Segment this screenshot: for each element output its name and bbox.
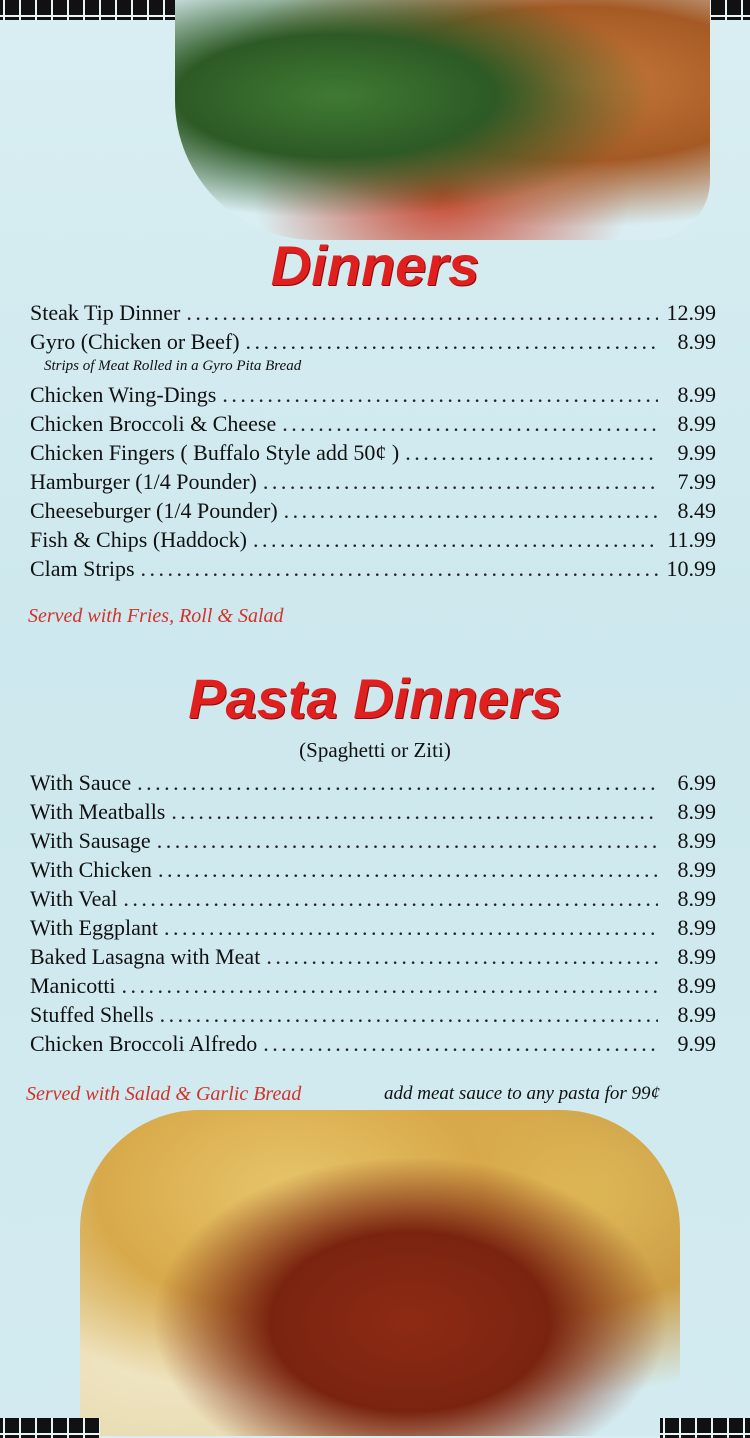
menu-item-name: With Veal: [30, 886, 118, 911]
menu-item-row: [30, 973, 716, 1002]
menu-item-name: Chicken Fingers ( Buffalo Style add 50¢ ): [30, 440, 400, 465]
dot-leader: [246, 329, 658, 355]
dot-leader: [160, 1002, 658, 1028]
menu-item-row: [30, 498, 716, 527]
dot-leader: [141, 556, 658, 582]
menu-item-price: 10.99: [666, 556, 716, 581]
menu-item-price: 8.99: [677, 1002, 716, 1027]
dot-leader: [222, 382, 658, 408]
dot-leader: [266, 944, 658, 970]
menu-item-price: 8.99: [677, 828, 716, 853]
item-description: Strips of Meat Rolled in a Gyro Pita Bread: [44, 358, 302, 374]
menu-item-name: With Sauce: [30, 770, 132, 795]
menu-item-price: 11.99: [667, 527, 716, 552]
menu-item-price: 6.99: [677, 770, 716, 795]
salad-gyro-photo: [175, 0, 710, 240]
dot-leader: [253, 527, 658, 553]
menu-item-row: [30, 799, 716, 828]
dot-leader: [157, 828, 658, 854]
dot-leader: [186, 300, 658, 326]
menu-item-row: [30, 944, 716, 973]
dot-leader: [164, 915, 658, 941]
menu-item-name: Stuffed Shells: [30, 1002, 154, 1027]
menu-item-price: 9.99: [677, 440, 716, 465]
menu-item-row: [30, 886, 716, 915]
menu-item-price: 8.99: [677, 382, 716, 407]
menu-item-row: [30, 411, 716, 440]
meat-sauce-note: add meat sauce to any pasta for 99¢: [384, 1083, 661, 1104]
pasta-subtitle: (Spaghetti or Ziti): [299, 738, 451, 762]
pasta-served-note: Served with Salad & Garlic Bread: [26, 1083, 302, 1105]
dinners-served-note: Served with Fries, Roll & Salad: [28, 605, 284, 627]
pasta-dinners-heading: Pasta Dinners: [188, 667, 562, 730]
dot-leader: [137, 770, 658, 796]
menu-item-price: 8.99: [677, 799, 716, 824]
menu-item-price: 8.99: [677, 915, 716, 940]
dot-leader: [158, 857, 658, 883]
menu-item-row: [30, 770, 716, 799]
pasta-list: [30, 770, 716, 1060]
menu-item-name: Hamburger (1/4 Pounder): [30, 469, 257, 494]
menu-item-row: [30, 915, 716, 944]
menu-item-name: Cheeseburger (1/4 Pounder): [30, 498, 278, 523]
menu-item-name: With Sausage: [30, 828, 151, 853]
menu-item-name: Chicken Broccoli & Cheese: [30, 411, 277, 436]
menu-item-price: 8.99: [677, 857, 716, 882]
dot-leader: [122, 973, 658, 999]
menu-item-name: Chicken Wing-Dings: [30, 382, 217, 407]
menu-item-row: [30, 329, 716, 358]
menu-item-price: 8.99: [677, 886, 716, 911]
menu-item-row: [30, 857, 716, 886]
menu-item-price: 9.99: [677, 1031, 716, 1056]
menu-item-name: Clam Strips: [30, 556, 135, 581]
menu-item-name: With Eggplant: [30, 915, 159, 940]
menu-item-name: With Chicken: [30, 857, 152, 882]
menu-item-row: [30, 300, 716, 329]
menu-item-price: 7.99: [677, 469, 716, 494]
greek-key-border-bottom-right: [660, 1418, 750, 1438]
menu-item-name: Gyro (Chicken or Beef): [30, 329, 240, 354]
menu-item-name: With Meatballs: [30, 799, 166, 824]
greek-key-border-bottom-left: [0, 1418, 100, 1438]
menu-item-row: [30, 382, 716, 411]
menu-item-name: Manicotti: [30, 973, 116, 998]
menu-item-name: Baked Lasagna with Meat: [30, 944, 261, 969]
menu-item-row: [30, 440, 716, 469]
menu-item-row: [30, 1002, 716, 1031]
menu-item-name: Steak Tip Dinner: [30, 300, 181, 325]
menu-item-row: [30, 469, 716, 498]
dot-leader: [263, 469, 658, 495]
dinners-list: [30, 300, 716, 585]
menu-item-row: [30, 556, 716, 585]
menu-item-price: 8.99: [677, 973, 716, 998]
dot-leader: [405, 440, 658, 466]
dot-leader: [263, 1031, 658, 1057]
spaghetti-meatballs-photo: [80, 1110, 680, 1436]
dot-leader: [171, 799, 658, 825]
menu-item-price: 8.99: [677, 944, 716, 969]
dot-leader: [284, 498, 658, 524]
menu-item-row: [30, 527, 716, 556]
menu-item-name: Fish & Chips (Haddock): [30, 527, 247, 552]
dot-leader: [282, 411, 658, 437]
greek-key-border-top-left: [0, 0, 178, 20]
dot-leader: [123, 886, 658, 912]
menu-item-row: [30, 1031, 716, 1060]
menu-item-price: 8.99: [677, 329, 716, 354]
menu-item-price: 12.99: [666, 300, 716, 325]
menu-item-price: 8.49: [677, 498, 716, 523]
menu-item-price: 8.99: [677, 411, 716, 436]
menu-item-row: [30, 828, 716, 857]
dinners-heading: Dinners: [270, 234, 480, 297]
menu-item-name: Chicken Broccoli Alfredo: [30, 1031, 258, 1056]
